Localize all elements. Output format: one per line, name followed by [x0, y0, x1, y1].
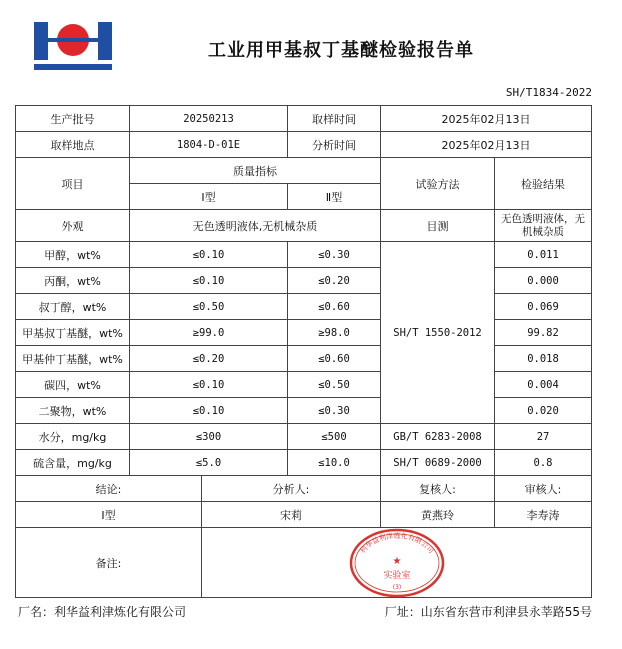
- lab-stamp: [348, 528, 446, 598]
- info-row-2: [16, 132, 592, 158]
- report-table: [15, 105, 592, 598]
- auditor-label: 审核人:: [495, 476, 592, 502]
- header-row-1: [16, 158, 592, 184]
- type2-spec: ≤10.0: [288, 450, 381, 476]
- type1-spec: ≥99.0: [130, 320, 288, 346]
- type2-spec: ≤0.60: [288, 294, 381, 320]
- sample-time-value: 2025年02月13日: [381, 106, 592, 132]
- table-row: [16, 398, 592, 424]
- method-header: 试验方法: [381, 158, 495, 210]
- factory-name: 厂名：利华益利津炼化有限公司: [18, 605, 187, 619]
- type1-spec: ≤0.50: [130, 294, 288, 320]
- sample-location-label: 取样地点: [16, 132, 130, 158]
- type1-spec: ≤0.10: [130, 372, 288, 398]
- result-value: 0.004: [495, 372, 592, 398]
- type1-spec: ≤300: [130, 424, 288, 450]
- company-logo: [34, 22, 112, 74]
- svg-text:利华益利津炼化有限公司: 利华益利津炼化有限公司: [358, 532, 436, 556]
- result-value: 0.069: [495, 294, 592, 320]
- report-title: 工业用甲基叔丁基醚检验报告单: [208, 40, 474, 61]
- item-header: 项目: [16, 158, 130, 210]
- type2-header: Ⅱ型: [288, 184, 381, 210]
- type2-spec: ≤0.30: [288, 398, 381, 424]
- remark-label: 备注:: [16, 528, 202, 598]
- item-name: 甲基叔丁基醚，wt%: [16, 320, 130, 346]
- appearance-label: 外观: [16, 210, 130, 242]
- analyst-label: 分析人:: [202, 476, 381, 502]
- item-name: 叔丁醇，wt%: [16, 294, 130, 320]
- group-method: SH/T 1550-2012: [381, 242, 495, 424]
- sample-location-value: 1804-D-01E: [130, 132, 288, 158]
- item-name: 甲基仲丁基醚，wt%: [16, 346, 130, 372]
- item-name: 甲醇，wt%: [16, 242, 130, 268]
- result-value: 27: [495, 424, 592, 450]
- remark-row: [16, 528, 592, 598]
- svg-text:(3): (3): [392, 584, 402, 591]
- result-value: 99.82: [495, 320, 592, 346]
- spec-header: 质量指标: [130, 158, 381, 184]
- svg-text:实验室: 实验室: [383, 571, 411, 581]
- table-row: [16, 320, 592, 346]
- item-name: 碳四，wt%: [16, 372, 130, 398]
- analysis-time-value: 2025年02月13日: [381, 132, 592, 158]
- standard-code: SH/T1834-2022: [505, 86, 592, 99]
- type2-spec: ≤0.50: [288, 372, 381, 398]
- type1-spec: ≤0.20: [130, 346, 288, 372]
- type1-header: Ⅰ型: [130, 184, 288, 210]
- item-name: 硫含量，mg/kg: [16, 450, 130, 476]
- appearance-spec: 无色透明液体,无机械杂质: [130, 210, 381, 242]
- analysis-time-label: 分析时间: [288, 132, 381, 158]
- type1-spec: ≤0.10: [130, 398, 288, 424]
- item-name: 丙酮，wt%: [16, 268, 130, 294]
- type2-spec: ≤0.30: [288, 242, 381, 268]
- test-method: SH/T 0689-2000: [381, 450, 495, 476]
- analyst-value: 宋莉: [202, 502, 381, 528]
- type1-spec: ≤0.10: [130, 242, 288, 268]
- auditor-value: 李寿涛: [495, 502, 592, 528]
- conclusion-value: Ⅰ型: [16, 502, 202, 528]
- type2-spec: ≤0.20: [288, 268, 381, 294]
- appearance-method: 目测: [381, 210, 495, 242]
- result-header: 检验结果: [495, 158, 592, 210]
- type1-spec: ≤0.10: [130, 268, 288, 294]
- result-value: 0.018: [495, 346, 592, 372]
- batch-label: 生产批号: [16, 106, 130, 132]
- type2-spec: ≥98.0: [288, 320, 381, 346]
- result-value: 0.011: [495, 242, 592, 268]
- table-row: [16, 268, 592, 294]
- sulfur-row: [16, 450, 592, 476]
- type1-spec: ≤5.0: [130, 450, 288, 476]
- test-method: GB/T 6283-2008: [381, 424, 495, 450]
- conclusion-label: 结论:: [16, 476, 202, 502]
- type2-spec: ≤500: [288, 424, 381, 450]
- reviewer-label: 复核人:: [381, 476, 495, 502]
- signature-label-row: [16, 476, 592, 502]
- sample-time-label: 取样时间: [288, 106, 381, 132]
- svg-text:★: ★: [392, 556, 402, 567]
- appearance-result: 无色透明液体，无机械杂质: [495, 210, 592, 242]
- factory-address: 厂址：山东省东营市利津县永莘路55号: [384, 605, 592, 619]
- info-row-1: [16, 106, 592, 132]
- item-name: 二聚物，wt%: [16, 398, 130, 424]
- appearance-row: [16, 210, 592, 242]
- water-row: [16, 424, 592, 450]
- batch-value: 20250213: [130, 106, 288, 132]
- reviewer-value: 黄燕玲: [381, 502, 495, 528]
- result-value: 0.020: [495, 398, 592, 424]
- item-name: 水分，mg/kg: [16, 424, 130, 450]
- result-value: 0.8: [495, 450, 592, 476]
- type2-spec: ≤0.60: [288, 346, 381, 372]
- table-row: [16, 372, 592, 398]
- table-row: [16, 242, 592, 268]
- table-row: [16, 346, 592, 372]
- table-row: [16, 294, 592, 320]
- result-value: 0.000: [495, 268, 592, 294]
- signature-value-row: [16, 502, 592, 528]
